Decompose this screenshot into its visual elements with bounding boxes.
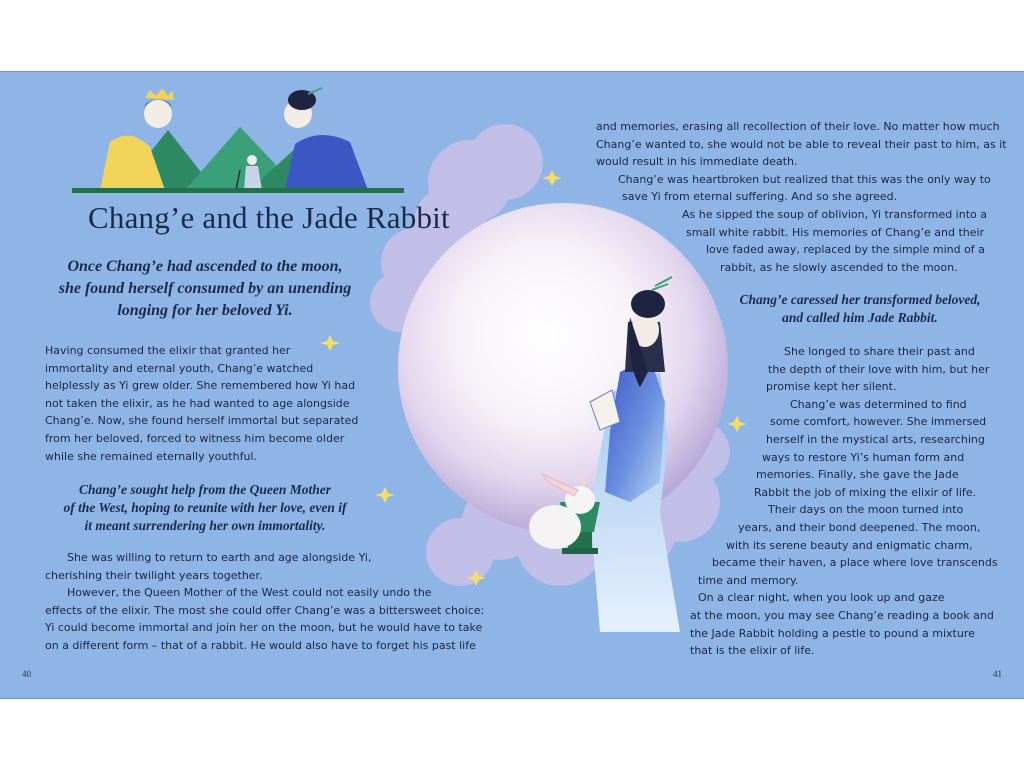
- left-paragraph-1: Having consumed the elixir that granted her immortality and eternal youth, Chang’e watched helplessly as Yi grew older. She remembered how Yi had not taken the elixir, as he had wanted to age alongside Chang’e. Now, she found herself immortal but separated from her beloved, forced to witness him become older while she remained eternally youthful.: [45, 344, 359, 463]
- page-number-left: 40: [22, 669, 31, 679]
- left-subheading: Chang’e sought help from the Queen Mother of the West, hoping to reunite with her love, even if it meant surrendering her own immortality.: [63, 482, 347, 533]
- page-title: Chang’e and the Jade Rabbit: [88, 200, 450, 235]
- right-subheading: Chang’e caressed her transformed beloved, and called him Jade Rabbit.: [739, 292, 981, 325]
- left-paragraph-2: She was willing to return to earth and age alongside Yi, cherishing their twilight years together. However, the Queen Mother of the West could not easily undo the effects of the elixir. The most she could offer Chang’e was a bittersweet choice: Yi could become immortal and join her on the moon, but he would have to take on a different form – that of a rabbit. He would also have to forget his past life: [45, 551, 485, 652]
- book-spread: [0, 71, 1024, 699]
- intro-text: Once Chang’e had ascended to the moon, she found herself consumed by an unending longing for her beloved Yi.: [58, 258, 352, 319]
- right-paragraph-1: and memories, erasing all recollection of their love. No matter how much Chang’e wanted to, she would not be able to reveal their past to him, as it would result in his immediate death. Chang’e was heartbroken but realized that this was the only way to save Yi from eternal suffering. And so she agreed. As he sipped the soup of oblivion, Yi transformed into a small white rabbit. His memories of Chang’e and their love faded away, replaced by the simple mind of a rabbit, as he slowly ascended to the moon.: [596, 120, 1007, 274]
- page-number-right: 41: [993, 669, 1002, 679]
- vignette-illustration: [72, 88, 404, 193]
- right-paragraph-2: She longed to share their past and the depth of their love with him, but her promise kept her silent. Chang’e was determined to find some comfort, however. She immersed herself in the mystical arts, researching ways to restore Yi’s human form and memories. Finally, she gave the Jade Rabbit the job of mixing the elixir of life. Their days on the moon turned into years, and their bond deepened. The moon, with its serene beauty and enigmatic charm, became their haven, a place where love transcends time and memory. On a clear night, when you look up and gaze at the moon, you may see Chang’e reading a book and the Jade Rabbit holding a pestle to pound a mixture that is the elixir of life.: [690, 345, 998, 658]
